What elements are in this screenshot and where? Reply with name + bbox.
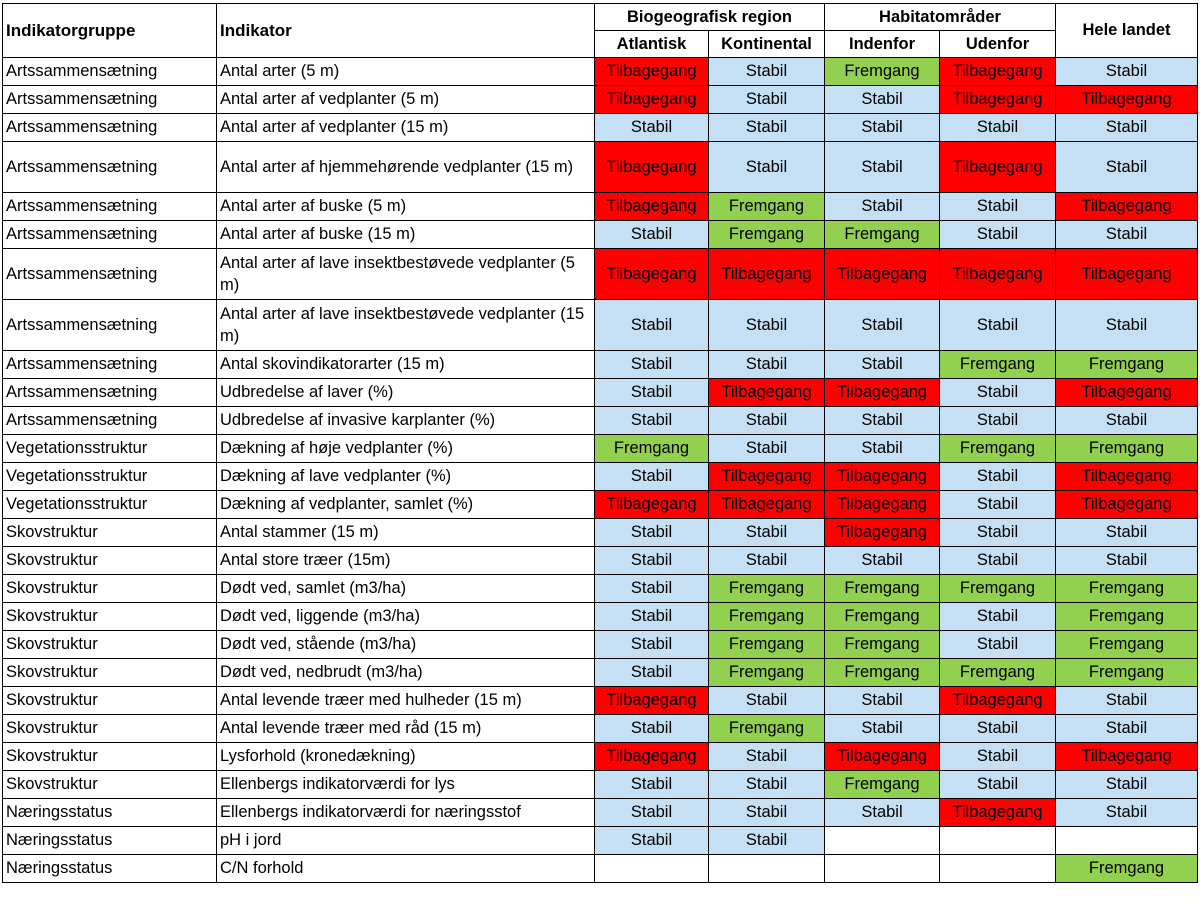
table-row xyxy=(3,300,1198,351)
status-cell-kontinental: Fremgang xyxy=(709,631,825,659)
status-cell-udenfor: Stabil xyxy=(940,300,1056,351)
indicator-cell: Antal skovindikatorarter (15 m) xyxy=(217,351,595,379)
status-cell-indenfor: Tilbagegang xyxy=(825,491,940,519)
status-cell-indenfor: Fremgang xyxy=(825,58,940,86)
status-cell-kontinental: Stabil xyxy=(709,547,825,575)
indicator-group-cell: Artssammensætning xyxy=(3,86,217,114)
status-cell-hele-landet: Stabil xyxy=(1056,799,1198,827)
indicator-table xyxy=(2,3,1198,883)
indicator-group-cell: Artssammensætning xyxy=(3,221,217,249)
status-cell-udenfor: Stabil xyxy=(940,603,1056,631)
status-cell-kontinental xyxy=(709,855,825,883)
status-cell-indenfor: Stabil xyxy=(825,300,940,351)
indicator-group-cell: Skovstruktur xyxy=(3,631,217,659)
header-kontinental: Kontinental xyxy=(709,31,825,58)
status-cell-udenfor: Tilbagegang xyxy=(940,687,1056,715)
status-cell-hele-landet: Fremgang xyxy=(1056,855,1198,883)
indicator-group-cell: Skovstruktur xyxy=(3,575,217,603)
status-cell-kontinental: Tilbagegang xyxy=(709,491,825,519)
table-row xyxy=(3,799,1198,827)
indicator-group-cell: Skovstruktur xyxy=(3,715,217,743)
status-cell-udenfor: Fremgang xyxy=(940,351,1056,379)
indicator-group-cell: Skovstruktur xyxy=(3,687,217,715)
status-cell-hele-landet: Tilbagegang xyxy=(1056,463,1198,491)
indicator-cell: Dækning af høje vedplanter (%) xyxy=(217,435,595,463)
status-cell-kontinental: Fremgang xyxy=(709,193,825,221)
status-cell-atlantisk: Tilbagegang xyxy=(595,142,709,193)
table-row xyxy=(3,547,1198,575)
status-cell-hele-landet: Fremgang xyxy=(1056,631,1198,659)
indicator-group-cell: Artssammensætning xyxy=(3,407,217,435)
status-cell-udenfor: Stabil xyxy=(940,771,1056,799)
status-cell-kontinental: Fremgang xyxy=(709,715,825,743)
status-cell-udenfor: Fremgang xyxy=(940,659,1056,687)
table-row xyxy=(3,58,1198,86)
indicator-cell: Dødt ved, nedbrudt (m3/ha) xyxy=(217,659,595,687)
status-cell-atlantisk: Tilbagegang xyxy=(595,249,709,300)
indicator-cell: Antal arter af vedplanter (15 m) xyxy=(217,114,595,142)
status-cell-hele-landet: Tilbagegang xyxy=(1056,193,1198,221)
table-row xyxy=(3,519,1198,547)
status-cell-hele-landet: Stabil xyxy=(1056,114,1198,142)
table-row xyxy=(3,142,1198,193)
status-cell-indenfor: Tilbagegang xyxy=(825,463,940,491)
status-cell-udenfor: Tilbagegang xyxy=(940,799,1056,827)
status-cell-kontinental: Stabil xyxy=(709,407,825,435)
indicator-group-cell: Skovstruktur xyxy=(3,519,217,547)
status-cell-hele-landet: Stabil xyxy=(1056,221,1198,249)
status-cell-atlantisk: Stabil xyxy=(595,603,709,631)
status-cell-hele-landet: Stabil xyxy=(1056,300,1198,351)
table-body xyxy=(3,58,1198,883)
indicator-cell: Antal arter af lave insektbestøvede vedplanter (5 m) xyxy=(217,249,595,300)
status-cell-atlantisk: Stabil xyxy=(595,799,709,827)
table-row xyxy=(3,687,1198,715)
status-cell-hele-landet: Fremgang xyxy=(1056,351,1198,379)
status-cell-indenfor: Fremgang xyxy=(825,771,940,799)
status-cell-hele-landet: Tilbagegang xyxy=(1056,743,1198,771)
status-cell-hele-landet: Fremgang xyxy=(1056,603,1198,631)
indicator-group-cell: Vegetationsstruktur xyxy=(3,463,217,491)
indicator-cell: Antal arter (5 m) xyxy=(217,58,595,86)
status-cell-kontinental: Fremgang xyxy=(709,575,825,603)
table-row xyxy=(3,193,1198,221)
status-cell-atlantisk: Stabil xyxy=(595,300,709,351)
indicator-cell: C/N forhold xyxy=(217,855,595,883)
status-cell-kontinental: Tilbagegang xyxy=(709,379,825,407)
status-cell-kontinental: Stabil xyxy=(709,58,825,86)
status-cell-indenfor: Fremgang xyxy=(825,603,940,631)
status-cell-indenfor: Tilbagegang xyxy=(825,519,940,547)
status-cell-udenfor: Fremgang xyxy=(940,575,1056,603)
status-cell-hele-landet: Stabil xyxy=(1056,142,1198,193)
header-udenfor: Udenfor xyxy=(940,31,1056,58)
indicator-cell: Dækning af vedplanter, samlet (%) xyxy=(217,491,595,519)
status-cell-atlantisk: Stabil xyxy=(595,715,709,743)
status-cell-atlantisk: Stabil xyxy=(595,547,709,575)
status-cell-indenfor: Stabil xyxy=(825,351,940,379)
status-cell-indenfor: Stabil xyxy=(825,193,940,221)
indicator-cell: Antal stammer (15 m) xyxy=(217,519,595,547)
status-cell-kontinental: Fremgang xyxy=(709,221,825,249)
status-cell-atlantisk: Stabil xyxy=(595,631,709,659)
status-cell-kontinental: Stabil xyxy=(709,687,825,715)
header-indikatorgruppe: Indikatorgruppe xyxy=(3,4,217,58)
status-cell-udenfor: Stabil xyxy=(940,463,1056,491)
status-cell-atlantisk: Stabil xyxy=(595,519,709,547)
table-row xyxy=(3,603,1198,631)
status-cell-indenfor: Tilbagegang xyxy=(825,379,940,407)
status-cell-hele-landet xyxy=(1056,827,1198,855)
indicator-group-cell: Artssammensætning xyxy=(3,351,217,379)
status-cell-indenfor: Stabil xyxy=(825,114,940,142)
status-cell-udenfor: Stabil xyxy=(940,491,1056,519)
status-cell-kontinental: Stabil xyxy=(709,519,825,547)
table-row xyxy=(3,221,1198,249)
status-cell-indenfor: Fremgang xyxy=(825,221,940,249)
status-cell-indenfor: Stabil xyxy=(825,407,940,435)
indicator-group-cell: Skovstruktur xyxy=(3,603,217,631)
status-cell-hele-landet: Stabil xyxy=(1056,547,1198,575)
status-cell-udenfor: Stabil xyxy=(940,631,1056,659)
indicator-group-cell: Artssammensætning xyxy=(3,142,217,193)
table-row xyxy=(3,827,1198,855)
indicator-cell: Udbredelse af invasive karplanter (%) xyxy=(217,407,595,435)
table-row xyxy=(3,631,1198,659)
header-habitatomraader: Habitatområder xyxy=(825,4,1056,31)
status-cell-indenfor xyxy=(825,827,940,855)
indicator-cell: Antal arter af hjemmehørende vedplanter (15 m) xyxy=(217,142,595,193)
table-row xyxy=(3,351,1198,379)
status-cell-kontinental: Stabil xyxy=(709,827,825,855)
status-cell-kontinental: Stabil xyxy=(709,771,825,799)
indicator-cell: Lysforhold (kronedækning) xyxy=(217,743,595,771)
indicator-group-cell: Skovstruktur xyxy=(3,547,217,575)
status-cell-atlantisk: Stabil xyxy=(595,659,709,687)
status-cell-atlantisk: Stabil xyxy=(595,827,709,855)
indicator-cell: Antal arter af vedplanter (5 m) xyxy=(217,86,595,114)
table-row xyxy=(3,659,1198,687)
table-row xyxy=(3,463,1198,491)
status-cell-udenfor: Fremgang xyxy=(940,435,1056,463)
indicator-group-cell: Skovstruktur xyxy=(3,771,217,799)
status-cell-atlantisk: Tilbagegang xyxy=(595,743,709,771)
status-cell-indenfor: Stabil xyxy=(825,142,940,193)
table-row xyxy=(3,855,1198,883)
status-cell-udenfor: Tilbagegang xyxy=(940,58,1056,86)
header-indenfor: Indenfor xyxy=(825,31,940,58)
status-cell-hele-landet: Stabil xyxy=(1056,771,1198,799)
indicator-group-cell: Artssammensætning xyxy=(3,193,217,221)
status-cell-udenfor: Tilbagegang xyxy=(940,86,1056,114)
status-cell-udenfor xyxy=(940,855,1056,883)
status-cell-udenfor: Stabil xyxy=(940,379,1056,407)
status-cell-atlantisk: Stabil xyxy=(595,463,709,491)
indicator-group-cell: Artssammensætning xyxy=(3,379,217,407)
indicator-cell: Antal store træer (15m) xyxy=(217,547,595,575)
indicator-cell: Ellenbergs indikatorværdi for lys xyxy=(217,771,595,799)
status-cell-indenfor: Stabil xyxy=(825,687,940,715)
indicator-cell: Udbredelse af laver (%) xyxy=(217,379,595,407)
status-cell-hele-landet: Stabil xyxy=(1056,58,1198,86)
status-cell-atlantisk: Tilbagegang xyxy=(595,58,709,86)
status-cell-kontinental: Tilbagegang xyxy=(709,463,825,491)
status-cell-hele-landet: Fremgang xyxy=(1056,435,1198,463)
status-cell-hele-landet: Tilbagegang xyxy=(1056,379,1198,407)
status-cell-udenfor: Stabil xyxy=(940,715,1056,743)
indicator-cell: Antal arter af lave insektbestøvede vedplanter (15 m) xyxy=(217,300,595,351)
status-cell-atlantisk: Stabil xyxy=(595,407,709,435)
indicator-group-cell: Skovstruktur xyxy=(3,659,217,687)
indicator-cell: Dødt ved, stående (m3/ha) xyxy=(217,631,595,659)
status-cell-udenfor: Stabil xyxy=(940,221,1056,249)
indicator-group-cell: Næringsstatus xyxy=(3,855,217,883)
table-row xyxy=(3,435,1198,463)
indicator-cell: Antal levende træer med hulheder (15 m) xyxy=(217,687,595,715)
status-cell-kontinental: Fremgang xyxy=(709,659,825,687)
status-cell-indenfor: Stabil xyxy=(825,547,940,575)
indicator-cell: Dødt ved, liggende (m3/ha) xyxy=(217,603,595,631)
status-cell-hele-landet: Stabil xyxy=(1056,407,1198,435)
status-cell-hele-landet: Stabil xyxy=(1056,687,1198,715)
status-cell-udenfor: Tilbagegang xyxy=(940,142,1056,193)
status-cell-indenfor: Stabil xyxy=(825,435,940,463)
status-cell-kontinental: Stabil xyxy=(709,351,825,379)
table-row xyxy=(3,771,1198,799)
status-cell-udenfor: Stabil xyxy=(940,407,1056,435)
status-cell-kontinental: Stabil xyxy=(709,799,825,827)
status-cell-udenfor: Stabil xyxy=(940,114,1056,142)
status-cell-udenfor: Tilbagegang xyxy=(940,249,1056,300)
status-cell-hele-landet: Tilbagegang xyxy=(1056,86,1198,114)
indicator-cell: Antal arter af buske (5 m) xyxy=(217,193,595,221)
status-cell-atlantisk xyxy=(595,855,709,883)
indicator-cell: pH i jord xyxy=(217,827,595,855)
status-cell-indenfor: Fremgang xyxy=(825,631,940,659)
table-row xyxy=(3,114,1198,142)
table-row xyxy=(3,491,1198,519)
status-cell-udenfor: Stabil xyxy=(940,519,1056,547)
status-cell-kontinental: Stabil xyxy=(709,300,825,351)
header-biogeografisk-region: Biogeografisk region xyxy=(595,4,825,31)
status-cell-kontinental: Fremgang xyxy=(709,603,825,631)
status-cell-indenfor: Stabil xyxy=(825,799,940,827)
status-cell-atlantisk: Stabil xyxy=(595,351,709,379)
status-cell-hele-landet: Fremgang xyxy=(1056,575,1198,603)
status-cell-indenfor: Stabil xyxy=(825,715,940,743)
status-cell-udenfor: Stabil xyxy=(940,547,1056,575)
status-cell-atlantisk: Tilbagegang xyxy=(595,193,709,221)
status-cell-kontinental: Stabil xyxy=(709,142,825,193)
indicator-cell: Dækning af lave vedplanter (%) xyxy=(217,463,595,491)
status-cell-kontinental: Stabil xyxy=(709,114,825,142)
indicator-group-cell: Vegetationsstruktur xyxy=(3,435,217,463)
status-cell-atlantisk: Stabil xyxy=(595,771,709,799)
indicator-group-cell: Artssammensætning xyxy=(3,114,217,142)
status-cell-indenfor xyxy=(825,855,940,883)
status-cell-hele-landet: Stabil xyxy=(1056,519,1198,547)
indicator-group-cell: Skovstruktur xyxy=(3,743,217,771)
status-cell-indenfor: Stabil xyxy=(825,86,940,114)
status-cell-kontinental: Stabil xyxy=(709,743,825,771)
indicator-group-cell: Artssammensætning xyxy=(3,58,217,86)
status-cell-atlantisk: Tilbagegang xyxy=(595,86,709,114)
status-cell-atlantisk: Tilbagegang xyxy=(595,491,709,519)
status-cell-atlantisk: Stabil xyxy=(595,575,709,603)
table-row xyxy=(3,86,1198,114)
status-cell-indenfor: Tilbagegang xyxy=(825,743,940,771)
indicator-cell: Ellenbergs indikatorværdi for næringsstof xyxy=(217,799,595,827)
status-cell-kontinental: Stabil xyxy=(709,435,825,463)
status-cell-hele-landet: Tilbagegang xyxy=(1056,249,1198,300)
status-cell-hele-landet: Fremgang xyxy=(1056,659,1198,687)
table-row xyxy=(3,379,1198,407)
status-cell-atlantisk: Stabil xyxy=(595,221,709,249)
indicator-group-cell: Næringsstatus xyxy=(3,827,217,855)
indicator-cell: Antal arter af buske (15 m) xyxy=(217,221,595,249)
table-row xyxy=(3,743,1198,771)
status-cell-atlantisk: Stabil xyxy=(595,114,709,142)
table-row xyxy=(3,249,1198,300)
status-cell-indenfor: Tilbagegang xyxy=(825,249,940,300)
header-hele-landet: Hele landet xyxy=(1056,4,1198,58)
table-row xyxy=(3,575,1198,603)
status-cell-indenfor: Fremgang xyxy=(825,659,940,687)
indicator-cell: Dødt ved, samlet (m3/ha) xyxy=(217,575,595,603)
indicator-group-cell: Artssammensætning xyxy=(3,300,217,351)
status-cell-kontinental: Tilbagegang xyxy=(709,249,825,300)
status-cell-hele-landet: Tilbagegang xyxy=(1056,491,1198,519)
status-cell-udenfor xyxy=(940,827,1056,855)
table-row xyxy=(3,407,1198,435)
indicator-group-cell: Artssammensætning xyxy=(3,249,217,300)
status-cell-atlantisk: Stabil xyxy=(595,379,709,407)
indicator-group-cell: Næringsstatus xyxy=(3,799,217,827)
status-cell-udenfor: Stabil xyxy=(940,743,1056,771)
status-cell-atlantisk: Fremgang xyxy=(595,435,709,463)
status-cell-udenfor: Stabil xyxy=(940,193,1056,221)
status-cell-kontinental: Stabil xyxy=(709,86,825,114)
status-cell-atlantisk: Tilbagegang xyxy=(595,687,709,715)
table-row xyxy=(3,715,1198,743)
indicator-cell: Antal levende træer med råd (15 m) xyxy=(217,715,595,743)
header-atlantisk: Atlantisk xyxy=(595,31,709,58)
status-cell-hele-landet: Stabil xyxy=(1056,715,1198,743)
status-cell-indenfor: Fremgang xyxy=(825,575,940,603)
header-indikator: Indikator xyxy=(217,4,595,58)
indicator-group-cell: Vegetationsstruktur xyxy=(3,491,217,519)
